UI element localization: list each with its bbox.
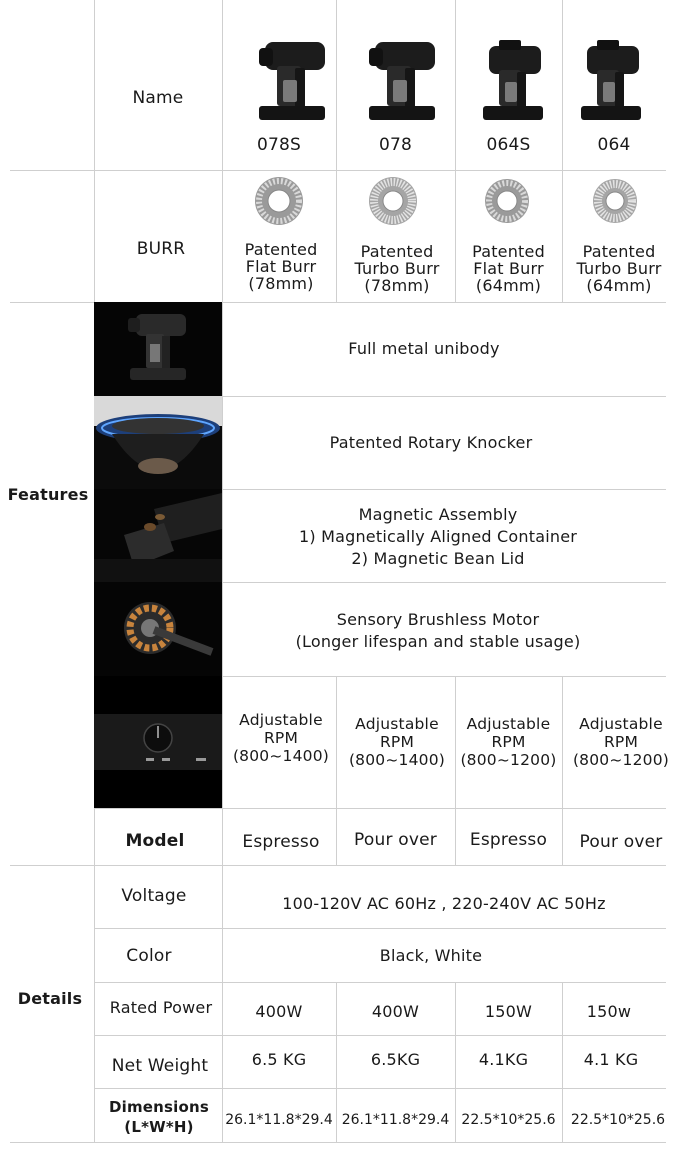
- dims-078s: 26.1*11.8*29.4: [225, 1112, 333, 1128]
- weight-064: 4.1 KG: [583, 1050, 639, 1069]
- rpm-078: Adjustable RPM (800~1400): [348, 715, 446, 769]
- model-078: Pour over: [354, 830, 437, 850]
- feature-rotary-knocker: Patented Rotary Knocker: [329, 432, 533, 452]
- grid-line: [94, 982, 666, 983]
- voltage-value: 100-120V AC 60Hz , 220-240V AC 50Hz: [282, 894, 606, 913]
- grid-line: [94, 928, 666, 929]
- details-label: Details: [17, 989, 83, 1008]
- burr-078: Patented Turbo Burr (78mm): [354, 241, 440, 295]
- rotary-knocker-photo: [94, 396, 222, 489]
- grid-line: [94, 808, 666, 809]
- model-078s: Espresso: [242, 832, 320, 852]
- rpm-078s: Adjustable RPM (800~1400): [232, 711, 330, 765]
- model-name-078s: 078S: [256, 135, 302, 155]
- color-value: Black, White: [379, 946, 483, 965]
- burr-064s: Patented Flat Burr (64mm): [472, 241, 545, 295]
- model-064: Pour over: [579, 832, 663, 852]
- grinder-078-image: [365, 36, 439, 128]
- grid-line: [222, 582, 666, 583]
- dimensions-label: Dimensions (L*W*H): [108, 1098, 210, 1136]
- burr-064: Patented Turbo Burr (64mm): [576, 241, 662, 295]
- grid-line: [10, 1142, 666, 1143]
- turbo-burr-78-icon: [368, 176, 418, 226]
- feature-magnetic-assembly: Magnetic Assembly 1) Magnetically Aligned Container 2) Magnetic Bean Lid: [298, 505, 578, 568]
- grid-line: [222, 676, 666, 677]
- grid-line: [10, 170, 666, 171]
- flat-burr-78-icon: [254, 176, 304, 226]
- power-078: 400W: [371, 1002, 420, 1021]
- name-label: Name: [132, 88, 184, 108]
- dims-078: 26.1*11.8*29.4: [341, 1112, 450, 1128]
- grinder-064-image: [579, 40, 643, 124]
- weight-078: 6.5KG: [370, 1050, 421, 1069]
- brushless-motor-photo: [94, 582, 222, 676]
- model-064s: Espresso: [469, 830, 548, 850]
- grid-line: [10, 865, 666, 866]
- grid-line: [222, 489, 666, 490]
- burr-078s: Patented Flat Burr (78mm): [244, 239, 318, 293]
- magnetic-assembly-photo: [94, 489, 222, 582]
- model-name-078: 078: [378, 135, 413, 155]
- full-metal-photo: [94, 302, 222, 396]
- model-name-064: 064: [597, 135, 631, 155]
- power-078s: 400W: [255, 1002, 303, 1021]
- power-064s: 150W: [484, 1002, 533, 1021]
- features-label: Features: [7, 485, 89, 504]
- rpm-064: Adjustable RPM (800~1200): [572, 715, 670, 769]
- model-label: Model: [125, 831, 185, 851]
- weight-078s: 6.5 KG: [251, 1050, 307, 1069]
- flat-burr-64-icon: [484, 178, 530, 224]
- rated-power-label: Rated Power: [109, 998, 213, 1017]
- weight-064s: 4.1KG: [478, 1050, 529, 1069]
- net-weight-label: Net Weight: [111, 1056, 209, 1076]
- feature-brushless-motor: Sensory Brushless Motor (Longer lifespan and stable usage): [295, 610, 581, 651]
- power-064: 150w: [586, 1002, 632, 1021]
- feature-full-metal: Full metal unibody: [348, 339, 500, 358]
- rpm-dial-photo: [94, 676, 222, 808]
- turbo-burr-64-icon: [592, 178, 638, 224]
- model-name-064s: 064S: [486, 135, 531, 155]
- grid-line: [94, 1088, 666, 1089]
- color-label: Color: [126, 946, 172, 966]
- dims-064: 22.5*10*25.6: [570, 1112, 666, 1128]
- voltage-label: Voltage: [121, 886, 187, 906]
- grinder-064s-image: [481, 40, 545, 124]
- grinder-078s-image: [255, 36, 329, 128]
- rpm-064s: Adjustable RPM (800~1200): [460, 715, 557, 769]
- burr-label: BURR: [136, 239, 186, 259]
- grid-line: [94, 1035, 666, 1036]
- dims-064s: 22.5*10*25.6: [461, 1112, 556, 1128]
